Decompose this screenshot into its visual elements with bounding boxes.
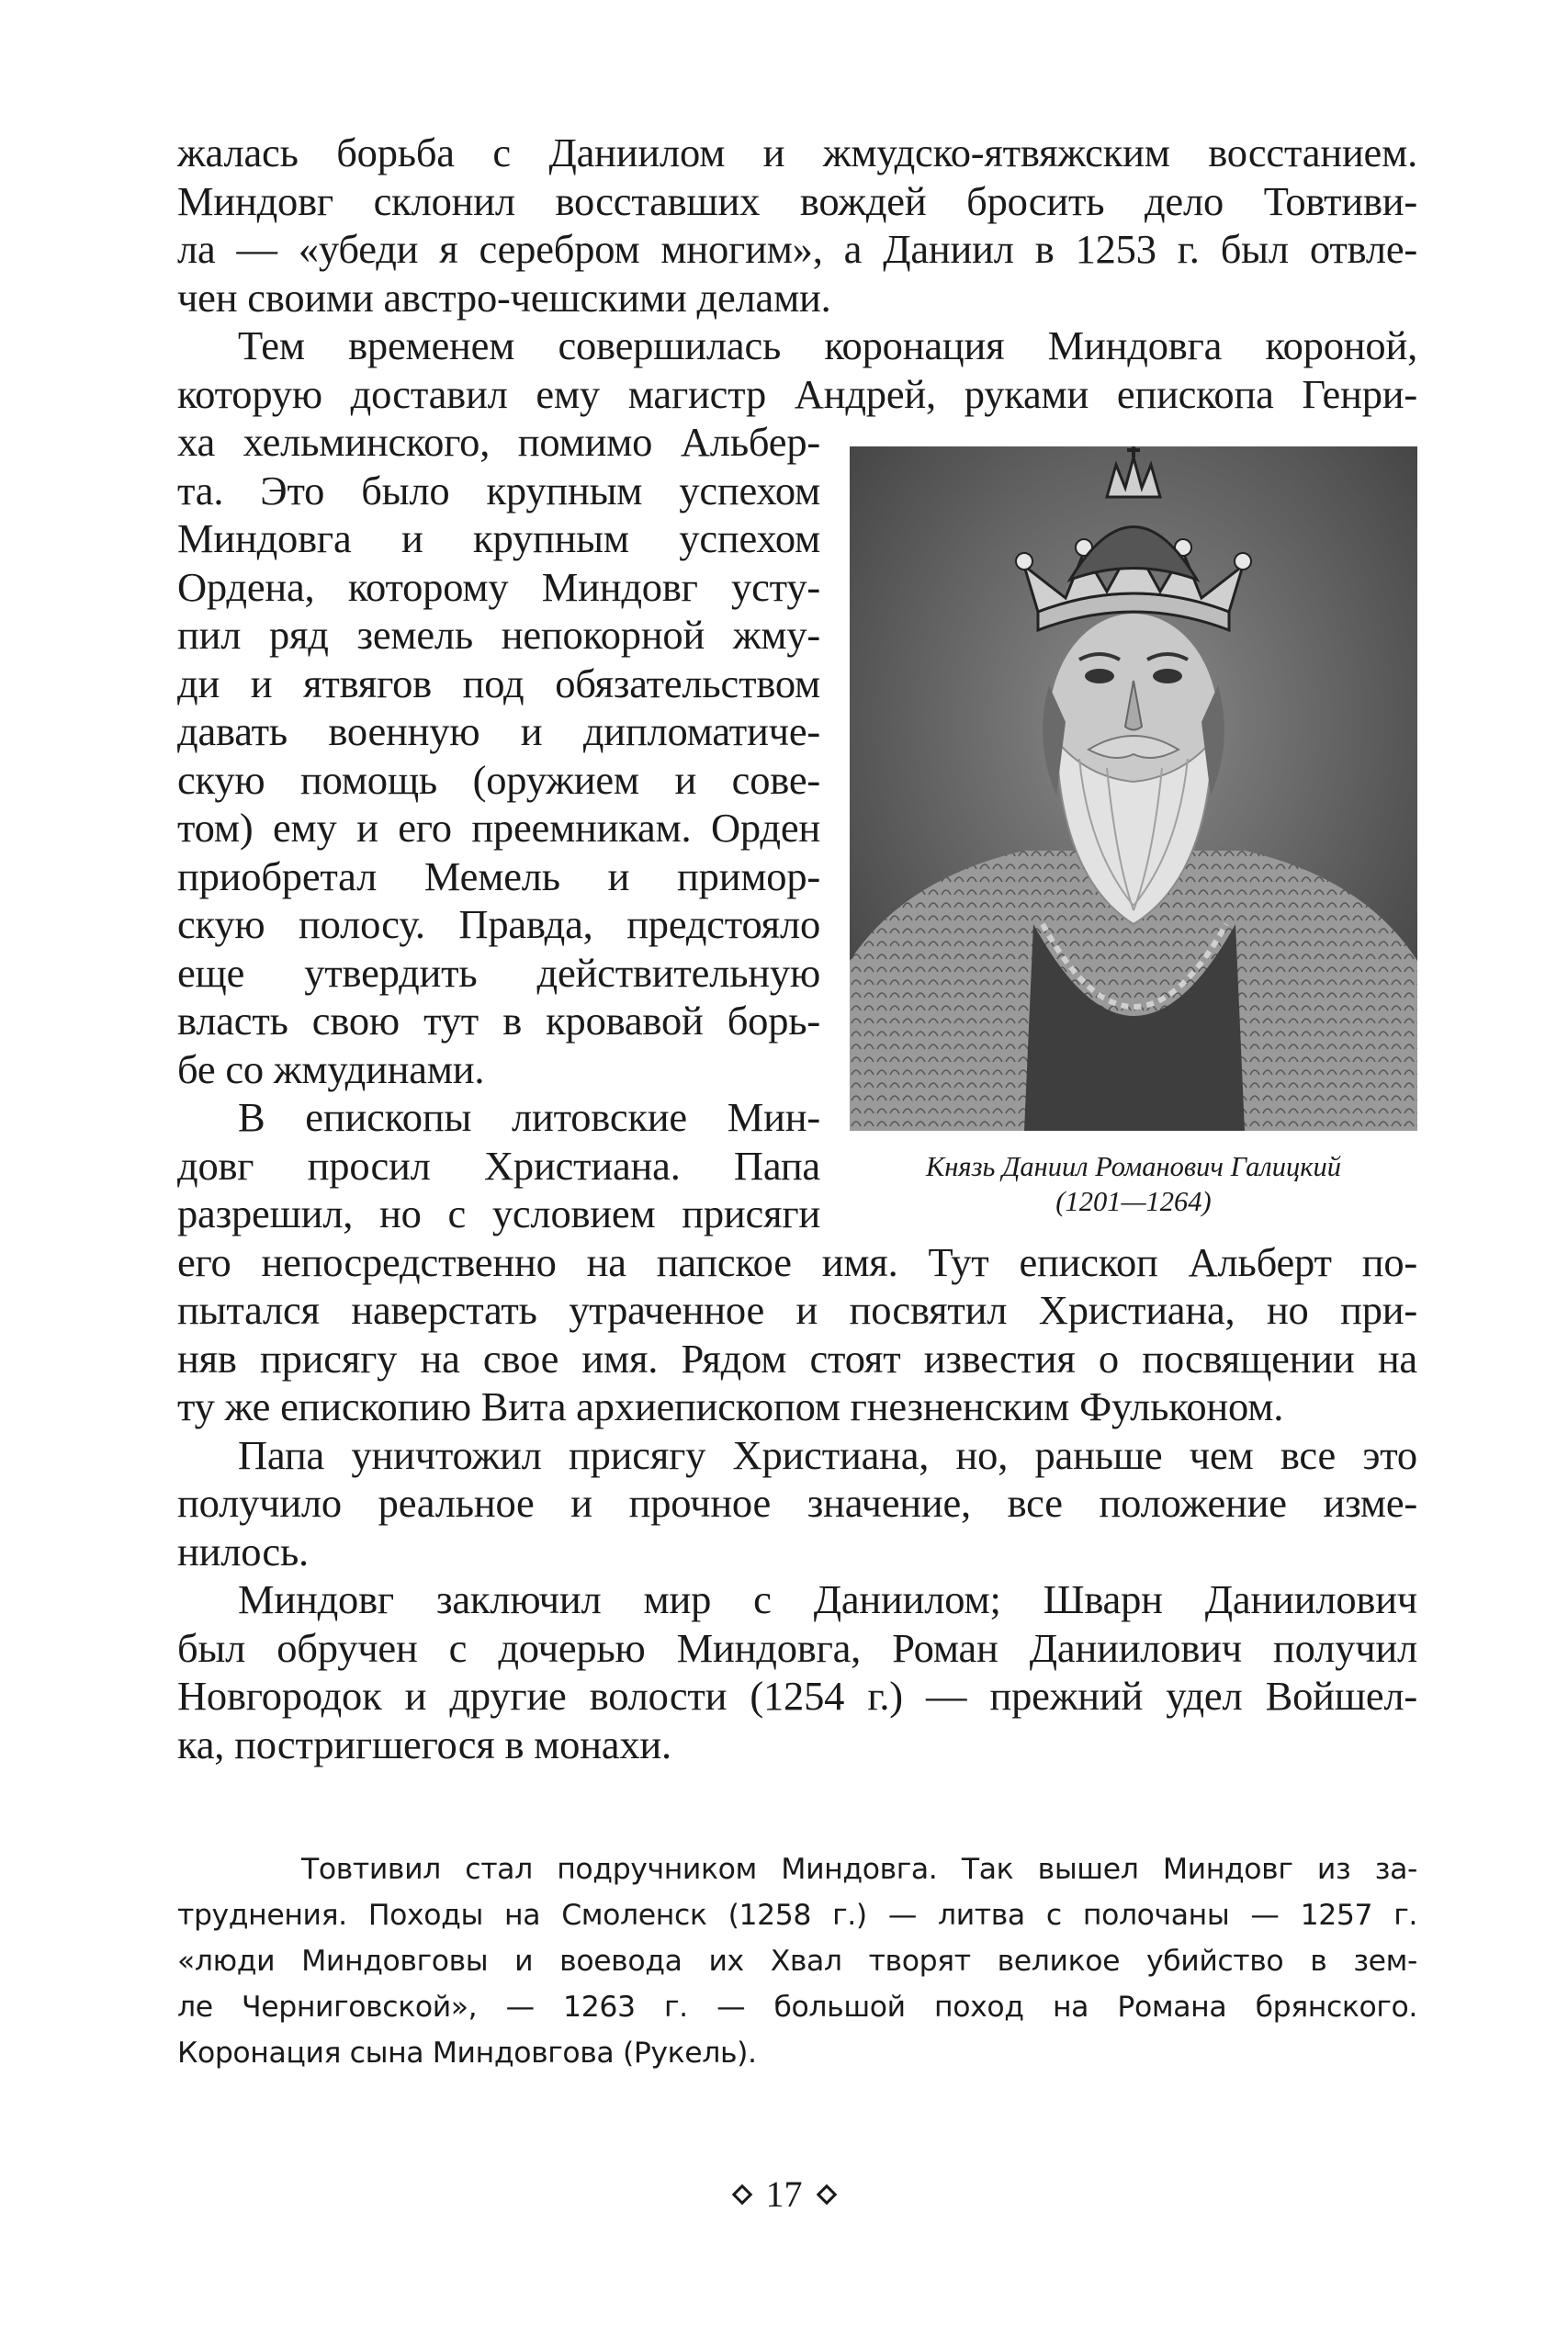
note-line: Коронация сына Миндовгова (Рукель). [177, 2037, 757, 2070]
text-line: нилось. [177, 1528, 309, 1574]
diamond-ornament-icon [816, 2184, 837, 2206]
text-line: чен своими австро-чешскими делами. [177, 274, 831, 321]
text-line: пытался наверстать утраченное и посвятил Христиана, но при- [177, 1287, 1417, 1333]
text-line: Папа уничтожил присягу Христиана, но, раньше чем все это [238, 1431, 1417, 1478]
summary-note [177, 1846, 1417, 2076]
text-line: давать военную и дипломатиче- [177, 708, 820, 754]
text-line: еще утвердить действительную [177, 949, 820, 996]
caption-line: Князь Даниил Романович Галицкий [926, 1151, 1341, 1182]
text-line: пил ряд земель непокорной жму- [177, 612, 820, 658]
text-line: бе со жмудинами. [177, 1045, 485, 1092]
note-line: «люди Миндовговы и воевода их Хвал творят великое убийство в зем- [177, 1945, 1417, 1978]
text-line: которую доставил ему магистр Андрей, руками епископа Генри- [177, 370, 1417, 417]
text-line: ка, постригшегося в монахи. [177, 1721, 671, 1767]
text-line: ха хельминского, помимо Альбер- [177, 419, 820, 465]
text-line: приобретал Мемель и примор- [177, 852, 820, 899]
text-line: Миндовга и крупным успехом [177, 515, 820, 561]
text-line: разрешил, но с условием присяги [177, 1191, 820, 1236]
note-line: ле Черниговской», — 1263 г. — большой поход на Романа брянского. [177, 1991, 1417, 2024]
text-line: та. Это было крупным успехом [177, 467, 820, 514]
text-line: его непосредственно на папское имя. Тут епископ Альберт по- [177, 1238, 1417, 1285]
note-line: труднения. Походы на Смоленск (1258 г.) — литва с полочаны — 1257 г. [177, 1899, 1417, 1932]
text-line: ту же епископию Вита архиепископом гнезненским Фульконом. [177, 1383, 1284, 1429]
text-line: В епископы литовские Мин- [238, 1094, 820, 1140]
text-line: Новгородок и другие волости (1254 г.) — прежний удел Войшел- [177, 1673, 1417, 1719]
paragraph-1 [177, 129, 1417, 322]
text-line: власть свою тут в кровавой борь- [177, 998, 820, 1044]
text-line: скую полосу. Правда, предстояло [177, 901, 820, 947]
text-line: был обручен с дочерью Миндовга, Роман Даниилович получил [177, 1624, 1417, 1671]
diamond-ornament-icon [731, 2184, 752, 2206]
text-line: няв присягу на свое имя. Рядом стоят известия о посвящении на [177, 1335, 1417, 1382]
text-line: Миндовг заключил мир с Даниилом; Шварн Даниилович [238, 1576, 1417, 1622]
text-line: получило реальное и прочное значение, все положение изме- [177, 1480, 1417, 1526]
text-line: том) ему и его преемникам. Орден [177, 805, 820, 851]
text-line: ла — «убеди я серебром многим», а Даниил в 1253 г. был отвле- [177, 226, 1417, 272]
text-line: жалась борьба с Даниилом и жмудско-ятвяжским восстанием. [177, 130, 1417, 175]
caption-line: (1201—1264) [1055, 1186, 1212, 1217]
paragraph-4 [177, 1431, 1417, 1576]
wrapped-column [177, 418, 820, 1093]
text-line: скую помощь (оружием и сове- [177, 756, 820, 803]
note-line: Товтивил стал подручником Миндовга. Так вышел Миндовг из за- [301, 1853, 1417, 1886]
portrait-figure [850, 446, 1417, 1219]
text-line: Тем временем совершилась коронация Миндовга короной, [238, 322, 1417, 368]
paragraph-5 [177, 1575, 1417, 1768]
text-line: Миндовг склонил восставших вождей бросить дело Товтиви- [177, 177, 1417, 224]
portrait-caption [850, 1149, 1417, 1219]
paragraph-3-end [177, 1238, 1417, 1431]
paragraph-3-start [177, 1093, 820, 1238]
page-number-text: 17 [765, 2173, 803, 2215]
text-line: довг просил Христиана. Папа [177, 1142, 820, 1189]
page-number [0, 2173, 1568, 2217]
text-line: Ордена, которому Миндовг усту- [177, 563, 820, 610]
text-line: ди и ятвягов под обязательством [177, 660, 820, 706]
portrait-image [850, 446, 1417, 1131]
